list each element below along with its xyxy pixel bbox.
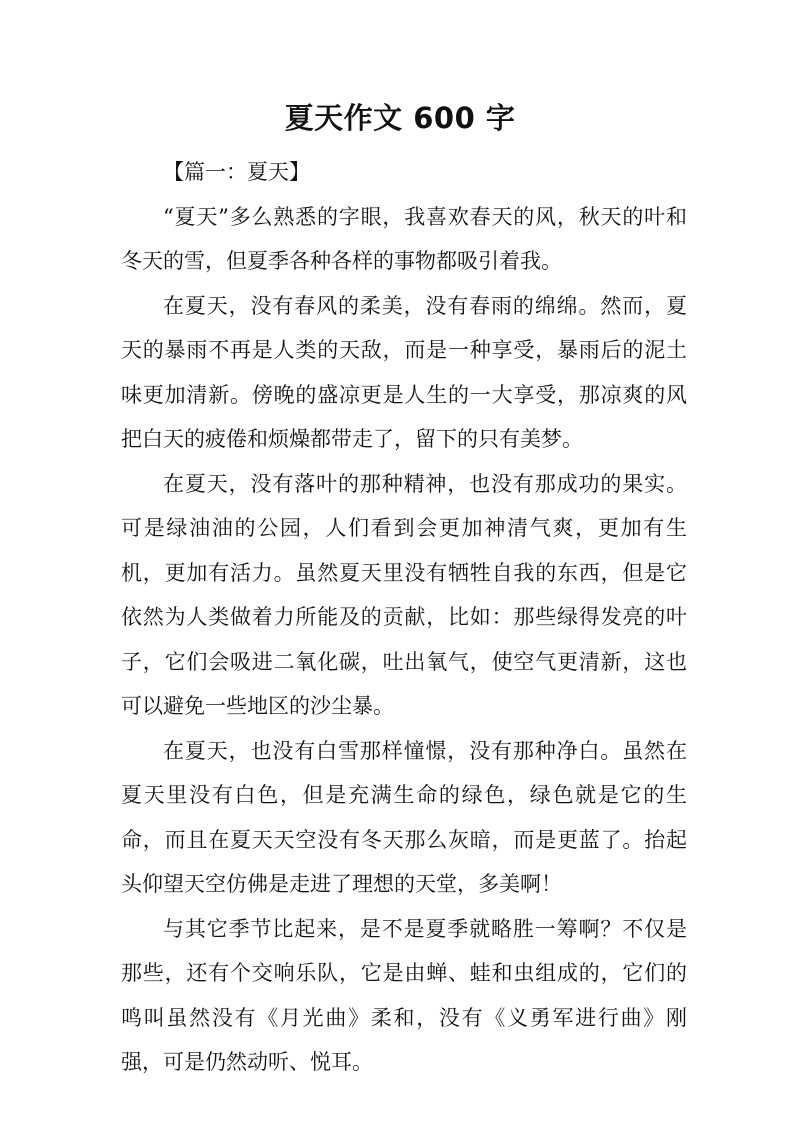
section-heading: 【篇一：夏天】 xyxy=(163,160,310,184)
document-body xyxy=(121,150,687,1085)
document-title: 夏天作文 600 字 xyxy=(284,101,516,135)
paragraph-2: 在夏天，没有春风的柔美，没有春雨的绵绵。然而，夏天的暴雨不再是人类的天敌，而是一种享受，暴雨后的泥土味更加清新。傍晚的盛凉更是人生的一大享受，那凉爽的风把白天的疲倦和烦燥都带走了，留下的只有美梦。 xyxy=(121,293,687,451)
paragraph-1: “夏天”多么熟悉的字眼，我喜欢春天的风，秋天的叶和冬天的雪，但夏季各种各样的事物都吸引着我。 xyxy=(121,204,687,273)
paragraph-4: 在夏天，也没有白雪那样憧憬，没有那种净白。虽然在夏天里没有白色，但是充满生命的绿色，绿色就是它的生命，而且在夏天天空没有冬天那么灰暗，而是更蓝了。抬起头仰望天空仿佛是走进了理想的天堂，多美啊！ xyxy=(121,738,687,896)
paragraph-3: 在夏天，没有落叶的那种精神，也没有那成功的果实。可是绿油油的公园，人们看到会更加神清气爽，更加有生机，更加有活力。虽然夏天里没有牺牲自我的东西，但是它依然为人类做着力所能及的贡献，比如：那些绿得发亮的叶子，它们会吸进二氧化碳，吐出氧气，使空气更清新，这也可以避免一些地区的沙尘暴。 xyxy=(121,471,687,718)
paragraph-5: 与其它季节比起来，是不是夏季就略胜一筹啊？不仅是那些，还有个交响乐队，它是由蝉、蛙和虫组成的，它们的鸣叫虽然没有《月光曲》柔和，没有《义勇军进行曲》刚强，可是仍然动听、悦耳。 xyxy=(121,916,687,1074)
